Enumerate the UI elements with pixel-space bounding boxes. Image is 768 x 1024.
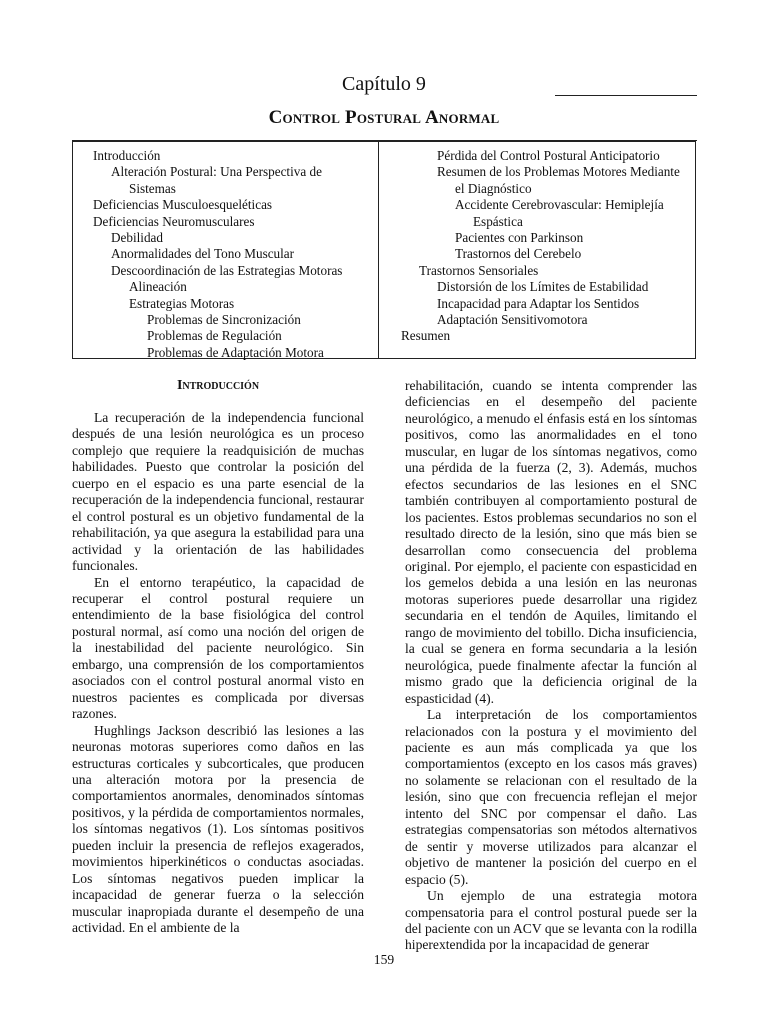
toc-entry: el Diagnóstico (455, 180, 532, 196)
toc-entry: Debilidad (111, 230, 164, 246)
toc-entry: Sistemas (129, 180, 176, 196)
toc-entry: Estrategias Motoras (129, 295, 235, 311)
right-text-column (405, 378, 697, 954)
toc-entry: Alteración Postural: Una Perspectiva de (111, 164, 322, 180)
toc-entry: Problemas de Sincronización (147, 312, 301, 328)
chapter-label: Capítulo 9 (342, 73, 426, 95)
toc-entry: Deficiencias Musculoesqueléticas (93, 197, 273, 213)
body-paragraph: En el entorno terapéutico, la capacidad de recuperar el control postural requiere un entendimiento de la base fisiológica del control postural normal, así como una noción del origen de la inestabilidad del paciente neurológico. Sin embargo, una comprensión de los comportamientos asociados con el control postural anormal visto en nuestros pacientes es complicada por diversas razones. (72, 574, 364, 722)
toc-entry: Pérdida del Control Postural Anticipatorio (437, 148, 660, 163)
toc-entry: Alineación (129, 279, 187, 295)
toc-entry: Resumen (401, 328, 451, 344)
body-paragraph: Un ejemplo de una estrategia motora compensatoria para el control postural puede ser la del paciente con un ACV que se levanta con la rodilla hiperextendida por la incapacidad de generar (405, 888, 697, 953)
toc-divider (378, 142, 379, 358)
toc-entry: Problemas de Adaptación Motora (147, 344, 324, 360)
toc-entry: Descoordinación de las Estrategias Motoras (111, 262, 343, 278)
table-of-contents (72, 141, 696, 359)
toc-entry: Anormalidades del Tono Muscular (111, 246, 295, 262)
toc-entry: Trastornos Sensoriales (419, 262, 539, 278)
toc-entry: Adaptación Sensitivomotora (437, 312, 588, 328)
left-text-column (72, 378, 364, 937)
chapter-rule (555, 95, 697, 96)
page-number: 159 (373, 952, 395, 967)
body-paragraph: La recuperación de la independencia funcional después de una lesión neurológica es un proceso complejo que requiere la readquisición de muchas habilidades. Puesto que controlar la posición del cuerpo en el espacio es una parte esencial de la recuperación de la independencia funcional, restaurar el control postural es un objetivo fundamental de la rehabilitación, ya que asegura la estabilidad para una actividad y la orientación de las habilidades funcionales. (72, 410, 364, 574)
body-paragraph: rehabilitación, cuando se intenta comprender las deficiencias en el desempeño del paciente neurológico, a menudo el énfasis está en los síntomas positivos, como las anormalidades en el tono muscular, en lugar de los síntomas negativos, como una pérdida de la fuerza (2, 3). Además, muchos efectos secundarios de las lesiones en el SNC también contribuyen al comportamiento postural de los pacientes. Estos problemas secundarios no son el resultado directo de la lesión, sino que más bien se desarrollan como consecuencia del problema original. Por ejemplo, el paciente con espasticidad en los gemelos debida a una lesión en las neuronas motoras superiores puede desarrollar una rigidez secundaria en el tendón de Aquiles, limitando el rango de movimiento del tobillo. Dicha insuficiencia, la cual se genera en forma secundaria a la lesión neurológica, puede finalmente afectar la función al mismo grado que la deficiencia original de la espasticidad (4). (405, 378, 697, 706)
body-paragraph: Hughlings Jackson describió las lesiones a las neuronas motoras superiores como daños en las estructuras corticales y subcorticales, que producen una alteración motora por la presencia de comportamientos anormales, denominados síntomas positivos, y la pérdida de comportamientos normales, los síntomas negativos (1). Los síntomas positivos pueden incluir la presencia de reflejos exagerados, movimientos hiperkinéticos o conductas asociadas. Los síntomas negativos pueden implicar la incapacidad de generar fuerza o la selección muscular inapropiada durante el desempeño de una actividad. En el ambiente de la (72, 722, 364, 936)
toc-entry: Deficiencias Neuromusculares (93, 213, 255, 229)
toc-right-column (401, 148, 691, 345)
toc-entry: Trastornos del Cerebelo (455, 246, 582, 262)
toc-entry: Pacientes con Parkinson (455, 230, 584, 246)
body-paragraph: La interpretación de los comportamientos relacionados con la postura y el movimiento del paciente es aun más complicada ya que los comportamientos (excepto en los casos más graves) no solamente se relacionan con el resultado de la lesión, sino que con frecuencia reflejan el mejor intento del SNC por compensar el daño. Las estrategias compensatorias son métodos alternativos de sentir y moverse utilizados para alcanzar el objetivo de mantener la posición del cuerpo en el espacio (5). (405, 707, 697, 887)
toc-entry: Introducción (93, 148, 161, 163)
toc-entry: Accidente Cerebrovascular: Hemiplejía (455, 197, 664, 213)
toc-entry: Distorsión de los Límites de Estabilidad (437, 279, 649, 295)
toc-entry: Resumen de los Problemas Motores Mediante (437, 164, 680, 180)
toc-entry: Incapacidad para Adaptar los Sentidos (437, 295, 640, 311)
toc-entry: Problemas de Regulación (147, 328, 282, 344)
section-heading: Introducción (176, 378, 260, 393)
toc-entry: Espástica (473, 213, 523, 229)
toc-left-column (93, 148, 383, 361)
chapter-title: Control Postural Anormal (268, 107, 500, 128)
